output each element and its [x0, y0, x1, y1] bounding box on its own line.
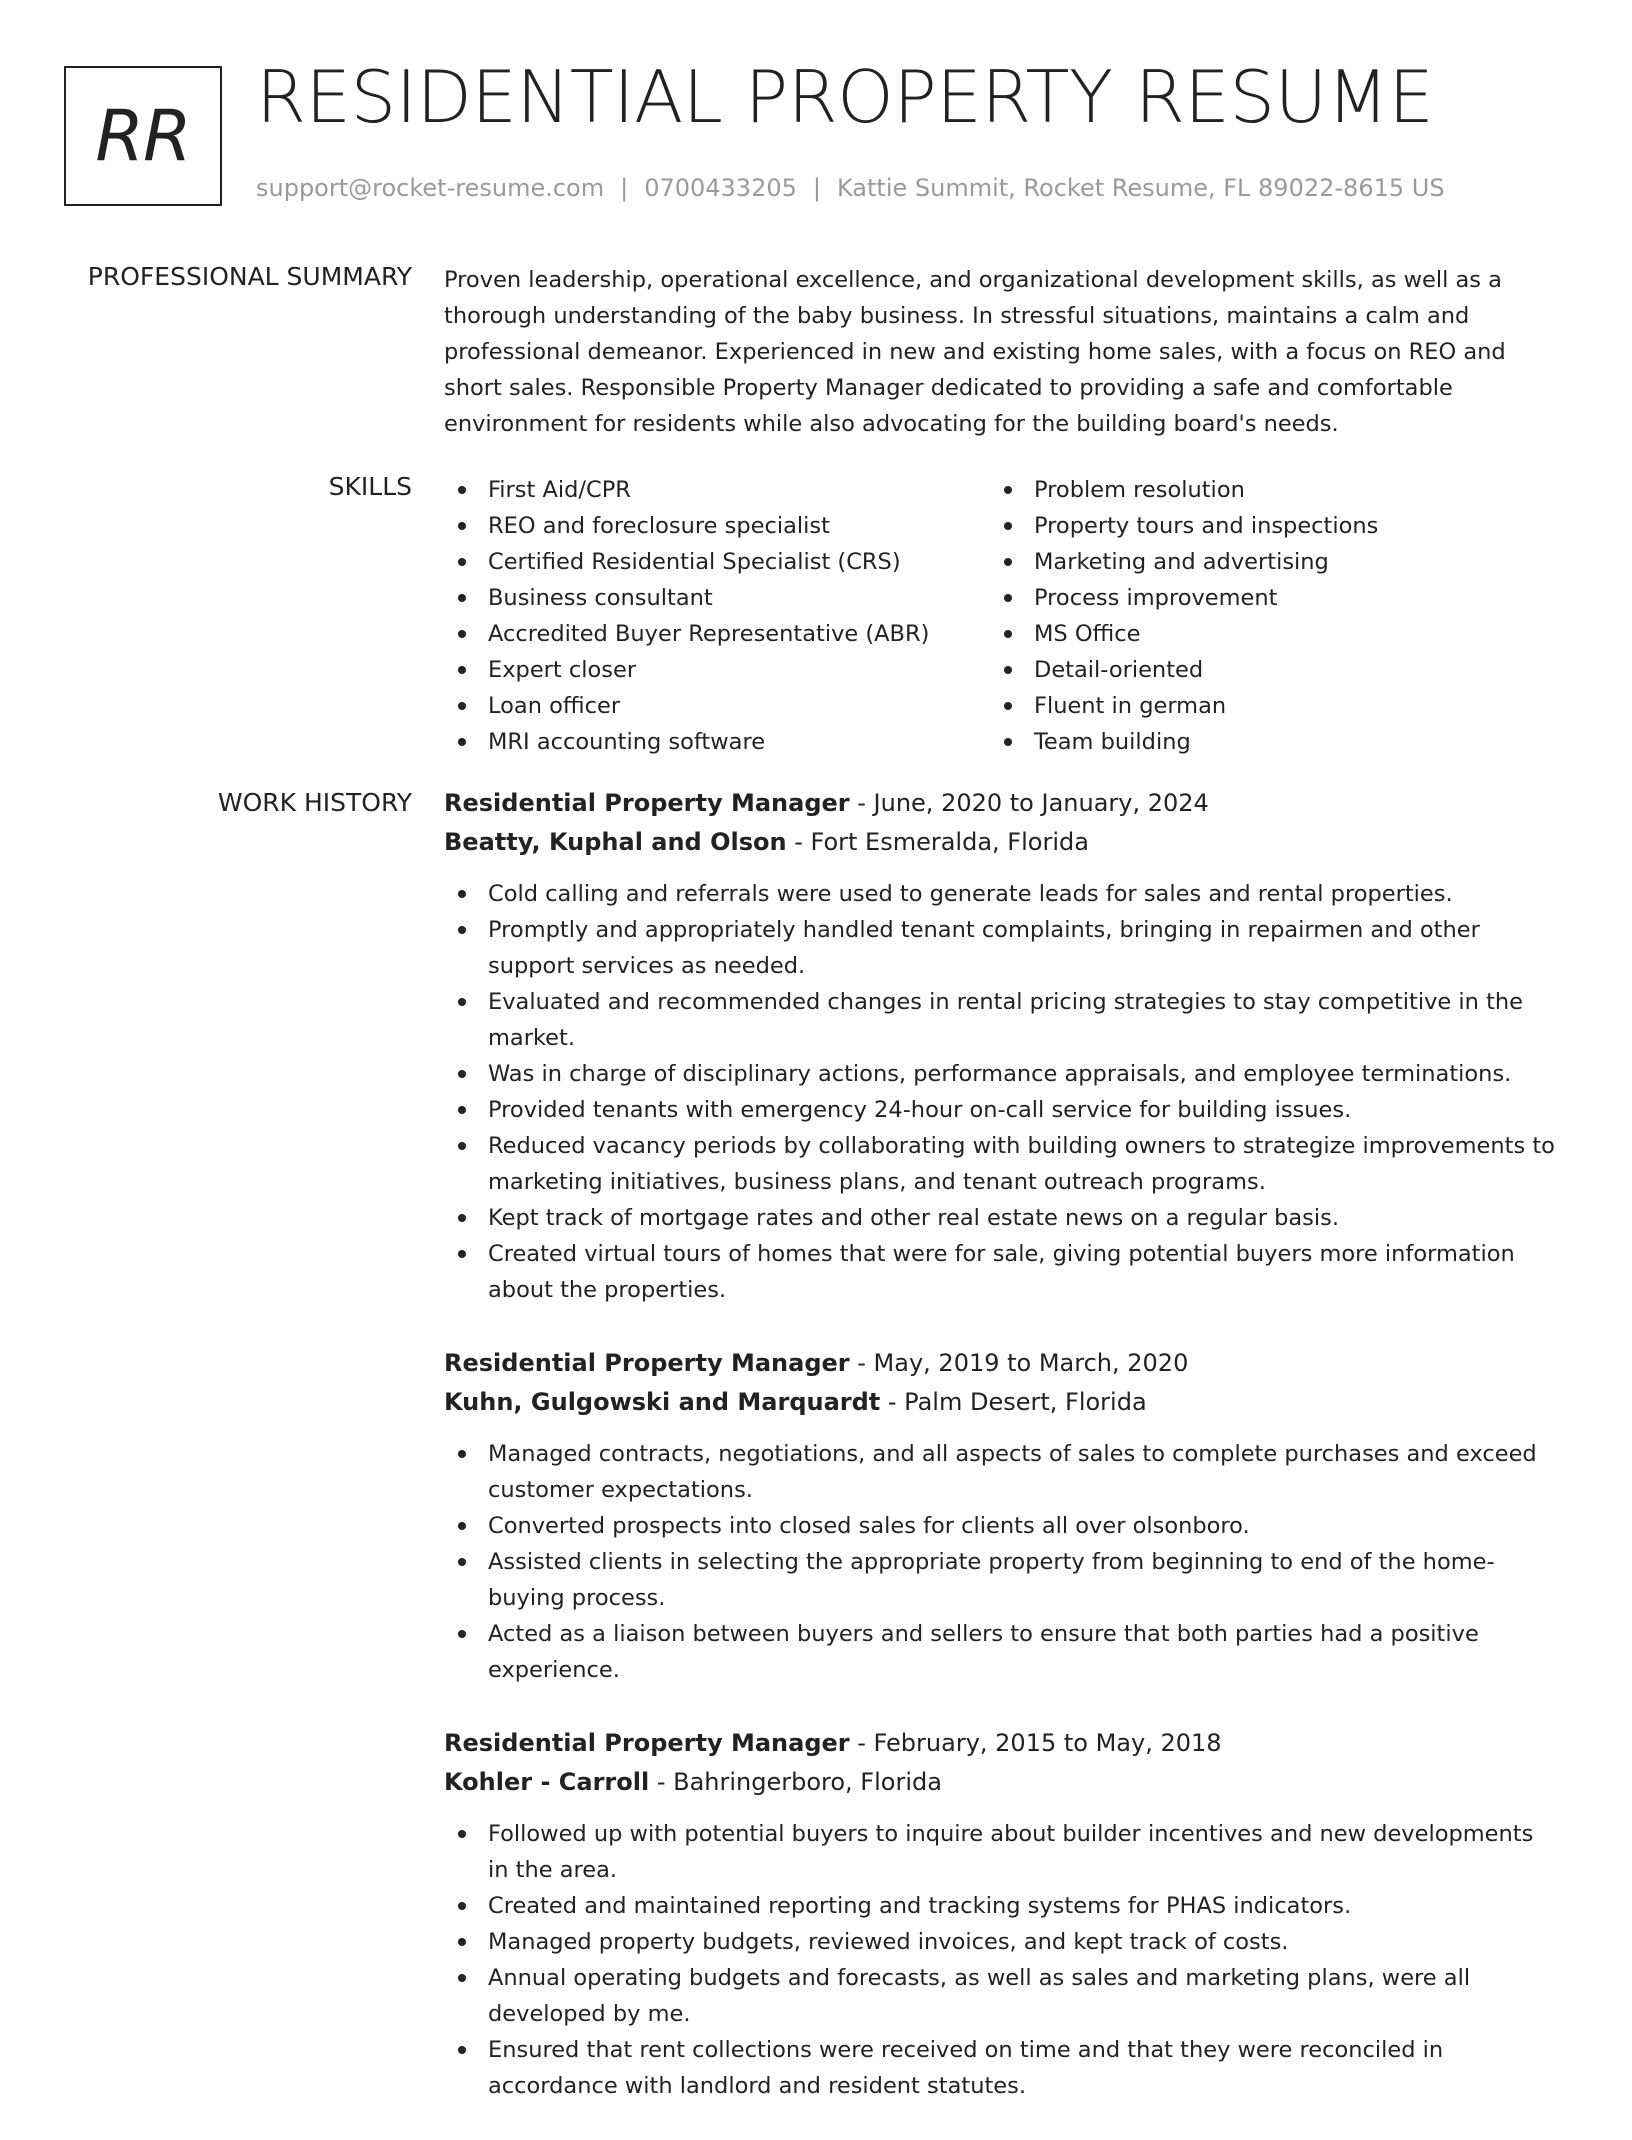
skill-item: Detail-oriented	[990, 652, 1536, 688]
resume-title: RESIDENTIAL PROPERTY RESUME	[256, 55, 1434, 139]
summary-text: Proven leadership, operational excellence, and organizational development skills, as well as a thorough understanding of the baby business. In stressful situations, maintains a calm and professional demeanor. Experienced in new and existing home sales, with a focus on REO and short sales. Responsible Property Manager dedicated to providing a safe and comfortable environment for residents while also advocating for the building board's needs.	[444, 267, 1506, 437]
job-bullet: Managed contracts, negotiations, and all aspects of sales to complete purchases and exceed customer expectations.	[444, 1436, 1556, 1508]
summary-heading: PROFESSIONAL SUMMARY	[87, 262, 412, 291]
skills-list-right	[990, 472, 1536, 760]
job-bullet: Managed property budgets, reviewed invoices, and kept track of costs.	[444, 1924, 1556, 1960]
skill-item: Business consultant	[444, 580, 990, 616]
job-company-line	[444, 823, 1556, 862]
skills-body	[444, 472, 1556, 760]
job-bullet: Kept track of mortgage rates and other real estate news on a regular basis.	[444, 1200, 1556, 1236]
job-bullets	[444, 876, 1556, 1308]
job-dates: - June, 2020 to January, 2024	[849, 789, 1209, 817]
job-bullet: Promptly and appropriately handled tenant complaints, bringing in repairmen and other support services as needed.	[444, 912, 1556, 984]
monogram-initials: RR	[95, 95, 191, 177]
summary-body	[444, 262, 1556, 442]
job-bullet: Ensured that rent collections were received on time and that they were reconciled in accordance with landlord and resident statutes.	[444, 2032, 1556, 2104]
skills-heading: SKILLS	[328, 472, 412, 501]
job-bullet: Was in charge of disciplinary actions, performance appraisals, and employee terminations.	[444, 1056, 1556, 1092]
job-bullets	[444, 1436, 1556, 1688]
skill-item: MRI accounting software	[444, 724, 990, 760]
skill-item: Expert closer	[444, 652, 990, 688]
job-bullet: Cold calling and referrals were used to generate leads for sales and rental properties.	[444, 876, 1556, 912]
job-bullet: Reduced vacancy periods by collaborating with building owners to strategize improvements to marketing initiatives, business plans, and tenant outreach programs.	[444, 1128, 1556, 1200]
skill-item: MS Office	[990, 616, 1536, 652]
skill-item: Certified Residential Specialist (CRS)	[444, 544, 990, 580]
skill-item: Process improvement	[990, 580, 1536, 616]
skill-item: Property tours and inspections	[990, 508, 1536, 544]
work-history-heading: WORK HISTORY	[217, 788, 412, 817]
job-bullet: Created virtual tours of homes that were for sale, giving potential buyers more information about the properties.	[444, 1236, 1556, 1308]
job-title: Residential Property Manager	[444, 1729, 850, 1757]
job-entry	[444, 1724, 1556, 2104]
job-location: - Palm Desert, Florida	[880, 1388, 1147, 1416]
job-company: Kuhn, Gulgowski and Marquardt	[444, 1388, 881, 1416]
job-bullets	[444, 1816, 1556, 2104]
skill-item: Fluent in german	[990, 688, 1536, 724]
job-company: Beatty, Kuphal and Olson	[444, 828, 787, 856]
job-title: Residential Property Manager	[444, 1349, 850, 1377]
skill-item: Marketing and advertising	[990, 544, 1536, 580]
skill-item: REO and foreclosure specialist	[444, 508, 990, 544]
contact-separator: |	[812, 174, 821, 202]
skill-item: Team building	[990, 724, 1536, 760]
job-bullet: Annual operating budgets and forecasts, as well as sales and marketing plans, were all developed by me.	[444, 1960, 1556, 2032]
job-dates: - May, 2019 to March, 2020	[849, 1349, 1189, 1377]
skills-list-left	[444, 472, 990, 760]
job-bullet: Evaluated and recommended changes in rental pricing strategies to stay competitive in the market.	[444, 984, 1556, 1056]
job-title-line	[444, 1344, 1556, 1383]
skill-item: First Aid/CPR	[444, 472, 990, 508]
contact-separator: |	[620, 174, 629, 202]
job-location: - Fort Esmeralda, Florida	[786, 828, 1089, 856]
contact-address: Kattie Summit, Rocket Resume, FL 89022-8615 US	[836, 174, 1445, 202]
job-title-line	[444, 784, 1556, 823]
job-entry	[444, 1344, 1556, 1688]
job-bullet: Converted prospects into closed sales for clients all over olsonboro.	[444, 1508, 1556, 1544]
work-history-body	[444, 784, 1556, 2140]
contact-line	[256, 174, 1445, 202]
job-bullet: Followed up with potential buyers to inquire about builder incentives and new developments in the area.	[444, 1816, 1556, 1888]
job-entry	[444, 784, 1556, 1308]
job-title-line	[444, 1724, 1556, 1763]
job-title: Residential Property Manager	[444, 789, 850, 817]
job-location: - Bahringerboro, Florida	[649, 1768, 942, 1796]
skill-item: Accredited Buyer Representative (ABR)	[444, 616, 990, 652]
job-bullet: Acted as a liaison between buyers and sellers to ensure that both parties had a positive experience.	[444, 1616, 1556, 1688]
contact-email: support@rocket-resume.com	[256, 174, 605, 202]
job-company-line	[444, 1763, 1556, 1802]
job-company-line	[444, 1383, 1556, 1422]
skill-item: Loan officer	[444, 688, 990, 724]
job-bullet: Assisted clients in selecting the appropriate property from beginning to end of the home-buying process.	[444, 1544, 1556, 1616]
job-company: Kohler - Carroll	[444, 1768, 650, 1796]
skill-item: Problem resolution	[990, 472, 1536, 508]
contact-phone: 0700433205	[644, 174, 797, 202]
monogram-logo	[64, 66, 222, 206]
job-bullet: Created and maintained reporting and tracking systems for PHAS indicators.	[444, 1888, 1556, 1924]
job-bullet: Provided tenants with emergency 24-hour on-call service for building issues.	[444, 1092, 1556, 1128]
job-dates: - February, 2015 to May, 2018	[849, 1729, 1222, 1757]
